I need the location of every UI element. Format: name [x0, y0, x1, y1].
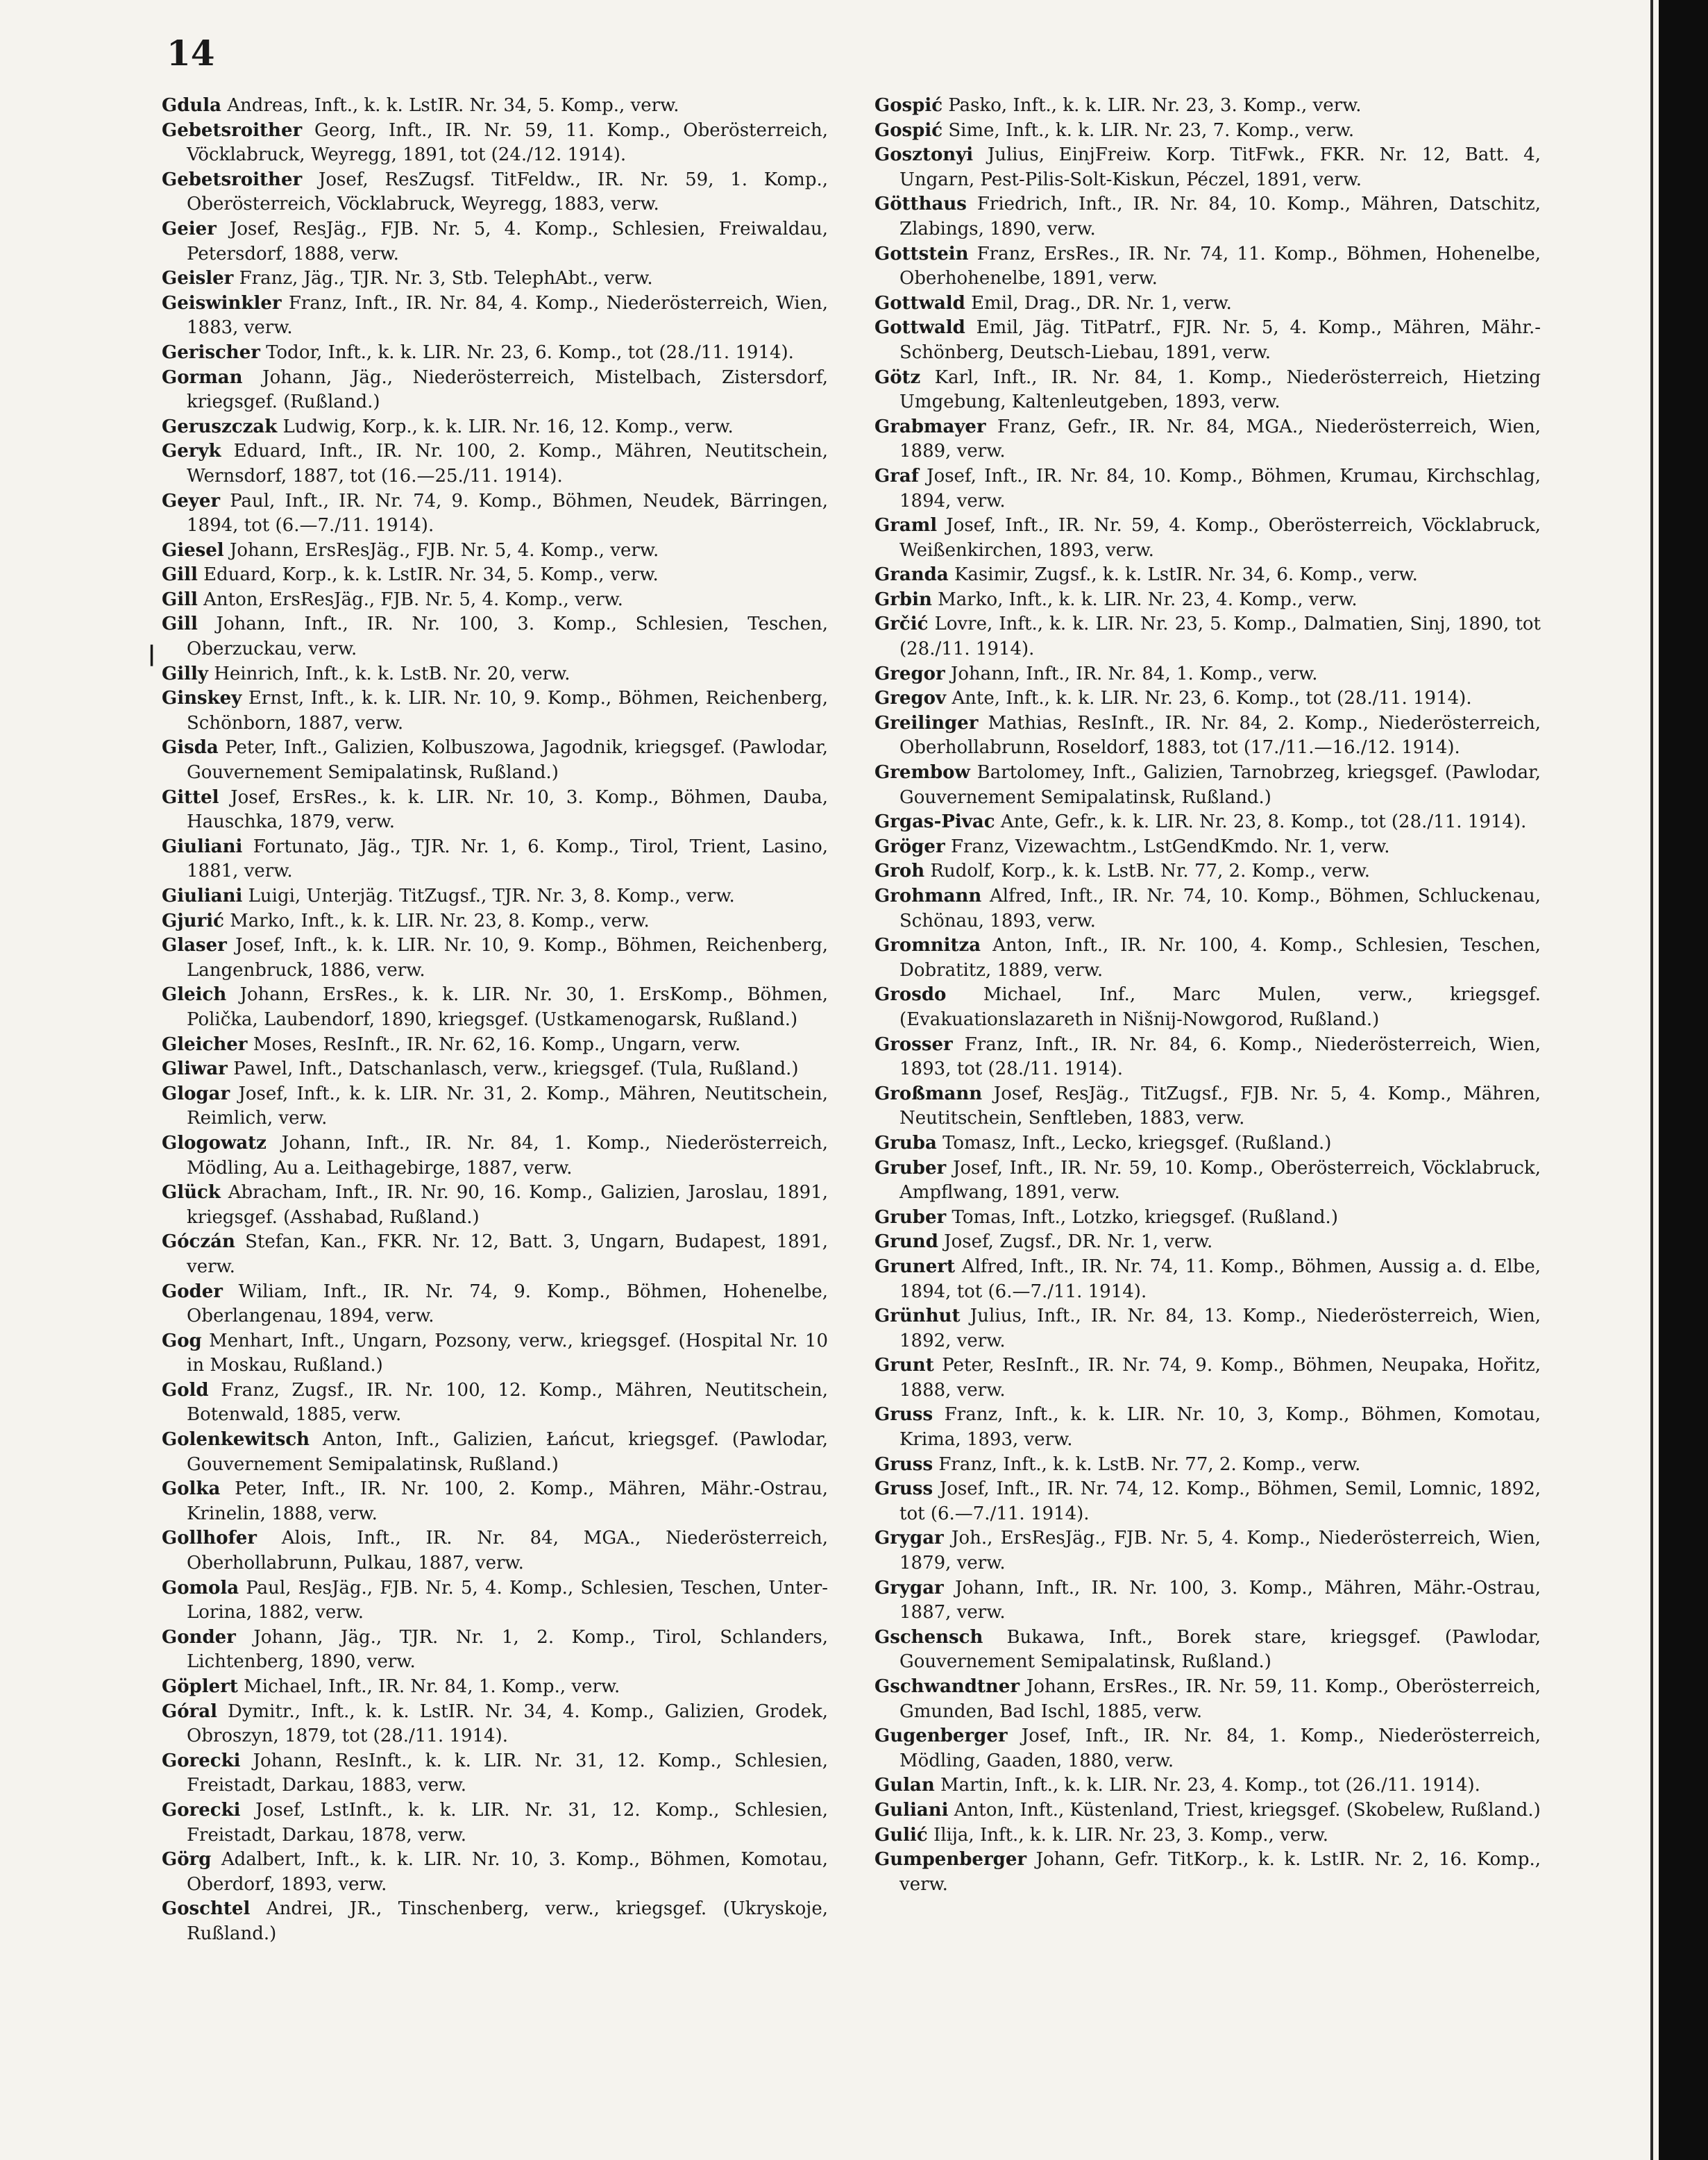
entry-details: Josef, ResJäg., FJB. Nr. 5, 4. Komp., Schlesien, Freiwaldau, Petersdorf, 1888, verw.: [187, 218, 828, 264]
entry-details: Ludwig, Korp., k. k. LIR. Nr. 16, 12. Komp., verw.: [282, 416, 734, 437]
page-edge-rule: [1650, 0, 1653, 2160]
casualty-entry: [874, 1798, 1541, 1823]
casualty-entry: [162, 786, 828, 835]
entry-details: Tomas, Inft., Lotzko, kriegsgef. (Rußland.): [952, 1206, 1338, 1228]
entry-details: Marko, Inft., k. k. LIR. Nr. 23, 8. Komp., verw.: [230, 910, 650, 931]
entry-surname: Gruss: [874, 1478, 933, 1500]
entry-details: Friedrich, Inft., IR. Nr. 84, 10. Komp., Mähren, Datschitz, Zlabings, 1890, verw.: [899, 194, 1541, 239]
entry-surname: Gill: [162, 614, 198, 635]
entry-surname: Gebetsroither: [162, 119, 303, 141]
entry-details: Johann, Inft., IR. Nr. 100, 3. Komp., Mähren, Mähr.-Ostrau, 1887, verw.: [899, 1577, 1541, 1623]
entry-details: Josef, Inft., IR. Nr. 84, 1. Komp., Niederösterreich, Mödling, Gaaden, 1880, verw.: [899, 1726, 1541, 1771]
casualty-entry: [162, 588, 828, 613]
casualty-entry: [162, 1700, 828, 1749]
entry-details: Mathias, ResInft., IR. Nr. 84, 2. Komp., Niederösterreich, Oberhollabrunn, Roseldorf, 1883, tot (17./11.—16./12. 1914).: [899, 712, 1541, 759]
entry-details: Anton, ErsResJäg., FJB. Nr. 5, 4. Komp., verw.: [203, 589, 623, 610]
entry-details: Alois, Inft., IR. Nr. 84, MGA., Niederösterreich, Oberhollabrunn, Pulkau, 1887, verw.: [187, 1528, 828, 1574]
scan-border: [1659, 0, 1708, 2160]
entry-details: Franz, Inft., k. k. LIR. Nr. 10, 3, Komp., Böhmen, Komotau, Krima, 1893, verw.: [899, 1404, 1541, 1451]
entry-surname: Gruss: [874, 1453, 933, 1475]
entry-surname: Gleich: [162, 984, 227, 1006]
casualty-entry: [874, 686, 1541, 711]
entry-details: Andreas, Inft., k. k. LstIR. Nr. 34, 5. Komp., verw.: [227, 95, 679, 116]
entry-details: Anton, Inft., IR. Nr. 100, 4. Komp., Schlesien, Teschen, Dobratitz, 1889, verw.: [899, 935, 1541, 981]
entry-details: Paul, Inft., IR. Nr. 74, 9. Komp., Böhmen, Neudek, Bärringen, 1894, tot (6.—7./11. 1914).: [187, 490, 829, 537]
entry-details: Bukawa, Inft., Borek stare, kriegsgef. (Pawlodar, Gouvernement Semipalatinsk, Rußland.): [899, 1626, 1541, 1673]
entry-details: Josef, Inft., k. k. LIR. Nr. 10, 9. Komp., Böhmen, Reichenberg, Langenbruck, 1886, verw.: [187, 935, 829, 981]
entry-surname: Grosser: [874, 1033, 953, 1055]
casualty-entry: [162, 736, 828, 785]
entry-surname: Gog: [162, 1330, 202, 1351]
casualty-entry: [874, 810, 1541, 835]
casualty-entry: [162, 1477, 828, 1526]
entry-surname: Gill: [162, 564, 198, 586]
entry-details: Adalbert, Inft., k. k. LIR. Nr. 10, 3. Komp., Böhmen, Komotau, Oberdorf, 1893, verw.: [187, 1849, 829, 1895]
casualty-entry: [874, 1526, 1541, 1576]
casualty-entry: [874, 1675, 1541, 1724]
entry-details: Johann, Inft., IR. Nr. 100, 3. Komp., Schlesien, Teschen, Oberzuckau, verw.: [187, 614, 829, 660]
entry-surname: Grunert: [874, 1256, 955, 1277]
casualty-entry: [162, 835, 828, 884]
entry-surname: Glogar: [162, 1083, 230, 1104]
entry-surname: Grygar: [874, 1577, 944, 1598]
entry-details: Luigi, Unterjäg. TitZugsf., TJR. Nr. 3, 8. Komp., verw.: [248, 886, 735, 906]
casualty-entry: [162, 1082, 828, 1131]
entry-details: Josef, Inft., IR. Nr. 84, 10. Komp., Böhmen, Krumau, Kirchschlag, 1894, verw.: [899, 465, 1541, 512]
entry-surname: Giuliani: [162, 886, 243, 906]
casualty-entry: [874, 316, 1541, 365]
casualty-entry: [162, 168, 828, 217]
casualty-entry: [874, 292, 1541, 317]
casualty-entry: [874, 662, 1541, 687]
entry-details: Marko, Inft., k. k. LIR. Nr. 23, 4. Komp., verw.: [938, 589, 1358, 610]
casualty-entry: [162, 612, 828, 661]
casualty-entry: [162, 1848, 828, 1897]
entry-surname: Grgas-Pivac: [874, 811, 995, 833]
casualty-entry: [162, 341, 828, 366]
casualty-entry: [162, 884, 828, 909]
entry-surname: Giesel: [162, 539, 224, 561]
entry-details: Johann, ResInft., k. k. LIR. Nr. 31, 12. Komp., Schlesien, Freistadt, Darkau, 1883, verw.: [187, 1750, 828, 1796]
casualty-entry: [874, 1156, 1541, 1206]
casualty-entry: [874, 1033, 1541, 1082]
entry-details: Abracham, Inft., IR. Nr. 90, 16. Komp., Galizien, Jaroslau, 1891, kriegsgef. (Asshabad, Rußland.): [187, 1182, 828, 1228]
entry-surname: Grabmayer: [874, 416, 986, 437]
casualty-entry: [162, 1526, 828, 1576]
casualty-entry: [162, 489, 828, 539]
entry-surname: Gospić: [874, 95, 943, 116]
casualty-entry: [162, 539, 828, 564]
entry-surname: Gollhofer: [162, 1528, 257, 1549]
entry-surname: Gisda: [162, 737, 219, 759]
entry-details: Josef, Zugsf., DR. Nr. 1, verw.: [944, 1231, 1213, 1253]
entry-details: Johann, ErsResJäg., FJB. Nr. 5, 4. Komp., verw.: [229, 539, 659, 561]
entry-details: Johann, ErsRes., IR. Nr. 59, 11. Komp., Oberösterreich, Gmunden, Bad Ischl, 1885, verw.: [899, 1676, 1541, 1722]
entry-surname: Ginskey: [162, 688, 242, 709]
entry-details: Karl, Inft., IR. Nr. 84, 1. Komp., Niederösterreich, Hietzing Umgebung, Kaltenleutgeben, 1893, verw.: [899, 366, 1541, 413]
entry-details: Heinrich, Inft., k. k. LstB. Nr. 20, verw.: [214, 663, 570, 684]
entry-details: Johann, Gefr. TitKorp., k. k. LstIR. Nr. 2, 16. Komp., verw.: [899, 1849, 1541, 1895]
entry-surname: Grosdo: [874, 984, 947, 1006]
entry-details: Franz, Vizewachtm., LstGendKmdo. Nr. 1, verw.: [950, 836, 1390, 857]
entry-surname: Glogowatz: [162, 1132, 267, 1154]
entry-details: Franz, Inft., IR. Nr. 84, 4. Komp., Niederösterreich, Wien, 1883, verw.: [187, 292, 828, 339]
entry-details: Peter, ResInft., IR. Nr. 74, 9. Komp., Böhmen, Neupaka, Hořitz, 1888, verw.: [899, 1355, 1541, 1401]
entry-surname: Gottstein: [874, 243, 969, 264]
entry-surname: Gilly: [162, 663, 208, 684]
entry-surname: Gregov: [874, 688, 947, 709]
entry-surname: Gleicher: [162, 1033, 248, 1055]
entry-surname: Götz: [874, 366, 921, 388]
entry-surname: Gumpenberger: [874, 1849, 1027, 1871]
entry-details: Johann, Jäg., TJR. Nr. 1, 2. Komp., Tirol, Schlanders, Lichtenberg, 1890, verw.: [187, 1626, 828, 1673]
entry-surname: Geyer: [162, 490, 221, 512]
casualty-entry: [874, 1823, 1541, 1848]
entry-details: Johann, ErsRes., k. k. LIR. Nr. 30, 1. ErsKomp., Böhmen, Polička, Laubendorf, 1890, kriegsgef. (Ustkamenogarsk, Rußland.): [187, 984, 828, 1030]
entry-details: Wiliam, Inft., IR. Nr. 74, 9. Komp., Böhmen, Hohenelbe, Oberlangenau, 1894, verw.: [187, 1281, 829, 1327]
casualty-entry: [162, 686, 828, 736]
casualty-entry: [162, 1626, 828, 1675]
entry-surname: Gorecki: [162, 1750, 241, 1771]
entry-details: Alfred, Inft., IR. Nr. 74, 11. Komp., Böhmen, Aussig a. d. Elbe, 1894, tot (6.—7./11. 1914).: [899, 1256, 1541, 1302]
entry-details: Moses, ResInft., IR. Nr. 62, 16. Komp., Ungarn, verw.: [253, 1033, 741, 1055]
entry-details: Eduard, Inft., IR. Nr. 100, 2. Komp., Mähren, Neutitschein, Wernsdorf, 1887, tot (16.—25./11. 1914).: [187, 441, 828, 487]
left-column: [162, 94, 828, 1947]
casualty-entry: [874, 1477, 1541, 1526]
entry-details: Joh., ErsResJäg., FJB. Nr. 5, 4. Komp., Niederösterreich, Wien, 1879, verw.: [899, 1528, 1541, 1574]
entry-surname: Goschtel: [162, 1898, 251, 1920]
casualty-entry: [162, 292, 828, 341]
entry-details: Ernst, Inft., k. k. LIR. Nr. 10, 9. Komp., Böhmen, Reichenberg, Schönborn, 1887, verw.: [187, 688, 828, 734]
entry-surname: Gosztonyi: [874, 144, 974, 166]
casualty-entry: [162, 1576, 828, 1626]
entry-details: Bartolomey, Inft., Galizien, Tarnobrzeg, kriegsgef. (Pawlodar, Gouvernement Semipalatinsk, Rußland.): [899, 762, 1541, 808]
entry-details: Ante, Inft., k. k. LIR. Nr. 23, 6. Komp., tot (28./11. 1914).: [952, 688, 1472, 709]
entry-surname: Grčić: [874, 614, 929, 635]
casualty-entry: [874, 1230, 1541, 1255]
entry-details: Lovre, Inft., k. k. LIR. Nr. 23, 5. Komp., Dalmatien, Sinj, 1890, tot (28./11. 1914).: [899, 614, 1541, 660]
casualty-entry: [162, 217, 828, 267]
entry-details: Emil, Jäg. TitPatrf., FJR. Nr. 5, 4. Komp., Mähren, Mähr.-Schönberg, Deutsch-Liebau, 1891, verw.: [899, 317, 1541, 363]
entry-surname: Geisler: [162, 268, 234, 289]
casualty-entry: [874, 1255, 1541, 1304]
entry-details: Sime, Inft., k. k. LIR. Nr. 23, 7. Komp., verw.: [948, 119, 1355, 141]
entry-surname: Góral: [162, 1701, 217, 1722]
entry-surname: Granda: [874, 564, 949, 586]
entry-details: Johann, Inft., IR. Nr. 84, 1. Komp., Niederösterreich, Mödling, Au a. Leithagebirge, 1887, verw.: [187, 1132, 829, 1179]
entry-surname: Geier: [162, 218, 217, 239]
entry-surname: Gulan: [874, 1775, 935, 1796]
entry-details: Pasko, Inft., k. k. LIR. Nr. 23, 3. Komp., verw.: [948, 95, 1362, 116]
entry-surname: Greilinger: [874, 712, 979, 734]
casualty-entry: [874, 1082, 1541, 1131]
casualty-entry: [874, 1353, 1541, 1403]
entry-surname: Gittel: [162, 786, 219, 808]
entry-surname: Geryk: [162, 441, 221, 462]
casualty-entry: [874, 835, 1541, 860]
margin-mark: ❘: [143, 642, 161, 666]
casualty-entry: [874, 1626, 1541, 1675]
casualty-entry: [874, 415, 1541, 464]
entry-details: Todor, Inft., k. k. LIR. Nr. 23, 6. Komp., tot (28./11. 1914).: [266, 341, 794, 363]
casualty-entry: [874, 884, 1541, 934]
entry-surname: Góczán: [162, 1231, 235, 1253]
casualty-entry: [874, 1453, 1541, 1478]
casualty-entry: [162, 563, 828, 588]
entry-surname: Gospić: [874, 119, 943, 141]
entry-details: Ante, Gefr., k. k. LIR. Nr. 23, 8. Komp., tot (28./11. 1914).: [1000, 811, 1527, 833]
casualty-entry: [874, 94, 1541, 119]
casualty-entry: [874, 464, 1541, 514]
casualty-entry: [162, 1131, 828, 1181]
entry-details: Franz, Zugsf., IR. Nr. 100, 12. Komp., Mähren, Neutitschein, Botenwald, 1885, verw.: [187, 1379, 829, 1426]
entry-surname: Goder: [162, 1281, 223, 1302]
casualty-entry: [162, 1033, 828, 1058]
entry-surname: Giuliani: [162, 836, 243, 857]
casualty-entry: [162, 94, 828, 119]
entry-surname: Gliwar: [162, 1058, 228, 1080]
casualty-entry: [874, 588, 1541, 613]
casualty-entry: [874, 1576, 1541, 1626]
entry-surname: Görg: [162, 1849, 212, 1871]
entry-details: Andrei, JR., Tinschenberg, verw., kriegsgef. (Ukryskoje, Rußland.): [187, 1898, 829, 1944]
entry-details: Josef, Inft., IR. Nr. 74, 12. Komp., Böhmen, Semil, Lomnic, 1892, tot (6.—7./11. 1914).: [899, 1478, 1541, 1524]
entry-details: Josef, LstInft., k. k. LIR. Nr. 31, 12. Komp., Schlesien, Freistadt, Darkau, 1878, verw.: [187, 1799, 829, 1846]
casualty-entry: [874, 1773, 1541, 1798]
entry-surname: Glück: [162, 1182, 221, 1204]
entry-details: Paul, ResJäg., FJB. Nr. 5, 4. Komp., Schlesien, Teschen, Unter-Lorina, 1882, verw.: [187, 1577, 829, 1623]
casualty-entry: [874, 859, 1541, 884]
entry-details: Ilija, Inft., k. k. LIR. Nr. 23, 3. Komp., verw.: [933, 1824, 1328, 1846]
entry-surname: Guliani: [874, 1799, 949, 1821]
entry-details: Michael, Inf., Marc Mulen, verw., kriegsgef. (Evakuationslazareth in Nišnij-Nowgorod, Rußland.): [899, 984, 1541, 1030]
entry-details: Emil, Drag., DR. Nr. 1, verw.: [971, 292, 1232, 314]
casualty-entry: [874, 563, 1541, 588]
entry-surname: Glaser: [162, 935, 227, 956]
entry-details: Josef, ErsRes., k. k. LIR. Nr. 10, 3. Komp., Böhmen, Dauba, Hauschka, 1879, verw.: [187, 786, 829, 833]
entry-details: Josef, ResZugsf. TitFeldw., IR. Nr. 59, 1. Komp., Oberösterreich, Vöcklabruck, Weyregg, 1883, verw.: [187, 169, 829, 215]
entry-details: Pawel, Inft., Datschanlasch, verw., kriegsgef. (Tula, Rußland.): [233, 1058, 799, 1080]
casualty-entry: [874, 1206, 1541, 1231]
casualty-entry: [874, 1403, 1541, 1452]
casualty-entry: [874, 1131, 1541, 1156]
entry-details: Josef, Inft., k. k. LIR. Nr. 31, 2. Komp., Mähren, Neutitschein, Reimlich, verw.: [187, 1083, 829, 1129]
entry-surname: Grbin: [874, 589, 932, 610]
casualty-entry: [162, 439, 828, 489]
casualty-entry: [162, 1798, 828, 1848]
entry-surname: Gruber: [874, 1157, 947, 1179]
casualty-entry: [874, 143, 1541, 192]
entry-surname: Gulić: [874, 1824, 928, 1846]
casualty-entry: [162, 1230, 828, 1279]
entry-details: Julius, Inft., IR. Nr. 84, 13. Komp., Niederösterreich, Wien, 1892, verw.: [899, 1306, 1541, 1351]
entry-surname: Götthaus: [874, 194, 967, 215]
entry-surname: Grund: [874, 1231, 938, 1253]
casualty-entry: [874, 1724, 1541, 1773]
casualty-entry: [162, 983, 828, 1032]
entry-surname: Gorecki: [162, 1799, 241, 1821]
entry-surname: Groh: [874, 861, 925, 882]
entry-details: Rudolf, Korp., k. k. LstB. Nr. 77, 2. Komp., verw.: [930, 861, 1371, 882]
entry-surname: Golenkewitsch: [162, 1429, 310, 1451]
page-number: 14: [167, 33, 215, 74]
entry-details: Stefan, Kan., FKR. Nr. 12, Batt. 3, Ungarn, Budapest, 1891, verw.: [187, 1231, 828, 1277]
entry-surname: Graml: [874, 515, 938, 537]
casualty-entry: [162, 1749, 828, 1798]
entry-surname: Gschensch: [874, 1626, 983, 1648]
entry-surname: Gold: [162, 1379, 209, 1401]
casualty-entry: [874, 366, 1541, 415]
entry-surname: Golka: [162, 1478, 221, 1500]
entry-surname: Gdula: [162, 95, 222, 116]
entry-details: Martin, Inft., k. k. LIR. Nr. 23, 4. Komp., tot (26./11. 1914).: [940, 1775, 1480, 1796]
casualty-entry: [874, 119, 1541, 144]
entry-details: Michael, Inft., IR. Nr. 84, 1. Komp., verw.: [244, 1676, 620, 1697]
entry-details: Franz, Jäg., TJR. Nr. 3, Stb. TelephAbt., verw.: [239, 268, 653, 289]
entry-surname: Gonder: [162, 1626, 236, 1648]
entry-surname: Graf: [874, 465, 919, 487]
entry-details: Peter, Inft., IR. Nr. 100, 2. Komp., Mähren, Mähr.-Ostrau, Krinelin, 1888, verw.: [187, 1478, 828, 1524]
right-column: [874, 94, 1541, 1897]
casualty-entry: [874, 761, 1541, 810]
entry-details: Eduard, Korp., k. k. LstIR. Nr. 34, 5. Komp., verw.: [203, 564, 659, 586]
entry-surname: Gschwandtner: [874, 1676, 1020, 1697]
entry-details: Franz, Inft., k. k. LstB. Nr. 77, 2. Komp., verw.: [938, 1453, 1361, 1475]
entry-details: Anton, Inft., Küstenland, Triest, kriegsgef. (Skobelew, Rußland.): [954, 1799, 1541, 1821]
entry-surname: Gorman: [162, 366, 243, 388]
entry-details: Kasimir, Zugsf., k. k. LstIR. Nr. 34, 6. Komp., verw.: [954, 564, 1418, 586]
casualty-entry: [874, 242, 1541, 292]
entry-surname: Gill: [162, 589, 198, 610]
casualty-entry: [162, 1057, 828, 1082]
casualty-entry: [874, 983, 1541, 1032]
entry-surname: Gregor: [874, 663, 945, 684]
entry-surname: Grygar: [874, 1528, 944, 1549]
entry-surname: Gugenberger: [874, 1726, 1008, 1747]
entry-details: Johann, Inft., IR. Nr. 84, 1. Komp., verw.: [950, 663, 1318, 684]
entry-surname: Gromnitza: [874, 935, 981, 956]
entry-details: Fortunato, Jäg., TJR. Nr. 1, 6. Komp., Tirol, Trient, Lasino, 1881, verw.: [187, 836, 828, 882]
entry-surname: Grunt: [874, 1355, 934, 1376]
casualty-entry: [874, 1848, 1541, 1897]
entry-surname: Gruba: [874, 1132, 937, 1154]
entry-surname: Geiswinkler: [162, 292, 282, 314]
casualty-entry: [162, 1280, 828, 1329]
casualty-entry: [162, 1428, 828, 1477]
entry-surname: Gebetsroither: [162, 169, 303, 190]
entry-details: Johann, Jäg., Niederösterreich, Mistelbach, Zistersdorf, kriegsgef. (Rußland.): [187, 366, 828, 413]
casualty-entry: [162, 1329, 828, 1378]
casualty-entry: [162, 119, 828, 168]
casualty-entry: [874, 1304, 1541, 1353]
entry-details: Josef, ResJäg., TitZugsf., FJB. Nr. 5, 4. Komp., Mähren, Neutitschein, Senftleben, 1883, verw.: [899, 1083, 1541, 1129]
entry-surname: Gomola: [162, 1577, 239, 1598]
entry-details: Franz, Inft., IR. Nr. 84, 6. Komp., Niederösterreich, Wien, 1893, tot (28./11. 1914).: [899, 1033, 1541, 1080]
entry-surname: Gjurić: [162, 910, 224, 931]
entry-details: Menhart, Inft., Ungarn, Pozsony, verw., kriegsgef. (Hospital Nr. 10 in Moskau, Rußland.): [187, 1330, 828, 1376]
entry-surname: Grohmann: [874, 886, 982, 906]
entry-surname: Geruszczak: [162, 416, 278, 437]
casualty-entry: [162, 415, 828, 440]
entry-surname: Gottwald: [874, 292, 965, 314]
entry-surname: Grünhut: [874, 1306, 961, 1327]
casualty-entry: [874, 711, 1541, 761]
entry-surname: Gruss: [874, 1404, 933, 1426]
casualty-entry: [874, 192, 1541, 242]
entry-surname: Göplert: [162, 1676, 238, 1697]
entry-details: Franz, Gefr., IR. Nr. 84, MGA., Niederösterreich, Wien, 1889, verw.: [899, 416, 1541, 462]
entry-surname: Gruber: [874, 1206, 947, 1228]
entry-surname: Gottwald: [874, 317, 965, 339]
casualty-entry: [162, 267, 828, 292]
casualty-entry: [162, 366, 828, 415]
entry-details: Alfred, Inft., IR. Nr. 74, 10. Komp., Böhmen, Schluckenau, Schönau, 1893, verw.: [899, 886, 1541, 931]
entry-details: Georg, Inft., IR. Nr. 59, 11. Komp., Oberösterreich, Vöcklabruck, Weyregg, 1891, tot (24./12. 1914).: [187, 119, 829, 166]
casualty-entry: [162, 909, 828, 934]
entry-details: Tomasz, Inft., Lecko, kriegsgef. (Rußland.): [942, 1132, 1332, 1154]
entry-surname: Grembow: [874, 762, 970, 784]
casualty-entry: [874, 514, 1541, 563]
entry-surname: Gröger: [874, 836, 945, 857]
casualty-entry: [162, 1378, 828, 1428]
casualty-entry: [874, 612, 1541, 661]
entry-surname: Großmann: [874, 1083, 983, 1104]
entry-details: Anton, Inft., Galizien, Łańcut, kriegsgef. (Pawlodar, Gouvernement Semipalatinsk, Rußland.): [187, 1429, 828, 1475]
casualty-entry: [162, 934, 828, 983]
entry-details: Franz, ErsRes., IR. Nr. 74, 11. Komp., Böhmen, Hohenelbe, Oberhohenelbe, 1891, verw.: [899, 243, 1541, 289]
entry-details: Dymitr., Inft., k. k. LstIR. Nr. 34, 4. Komp., Galizien, Grodek, Obroszyn, 1879, tot (28./11. 1914).: [187, 1701, 828, 1747]
entry-details: Josef, Inft., IR. Nr. 59, 4. Komp., Oberösterreich, Vöcklabruck, Weißenkirchen, 1893, verw.: [899, 515, 1541, 561]
casualty-entry: [162, 1675, 828, 1700]
entry-details: Josef, Inft., IR. Nr. 59, 10. Komp., Oberösterreich, Vöcklabruck, Ampflwang, 1891, verw.: [899, 1157, 1541, 1204]
entry-surname: Gerischer: [162, 341, 260, 363]
casualty-entry: [162, 1181, 828, 1230]
casualty-entry: [874, 934, 1541, 983]
casualty-entry: [162, 1897, 828, 1946]
entry-details: Peter, Inft., Galizien, Kolbuszowa, Jagodnik, kriegsgef. (Pawlodar, Gouvernement Semipalatinsk, Rußland.): [187, 737, 828, 784]
casualty-entry: [162, 662, 828, 687]
entry-details: Julius, EinjFreiw. Korp. TitFwk., FKR. Nr. 12, Batt. 4, Ungarn, Pest-Pilis-Solt-Kiskun, Péczel, 1891, verw.: [899, 144, 1541, 190]
